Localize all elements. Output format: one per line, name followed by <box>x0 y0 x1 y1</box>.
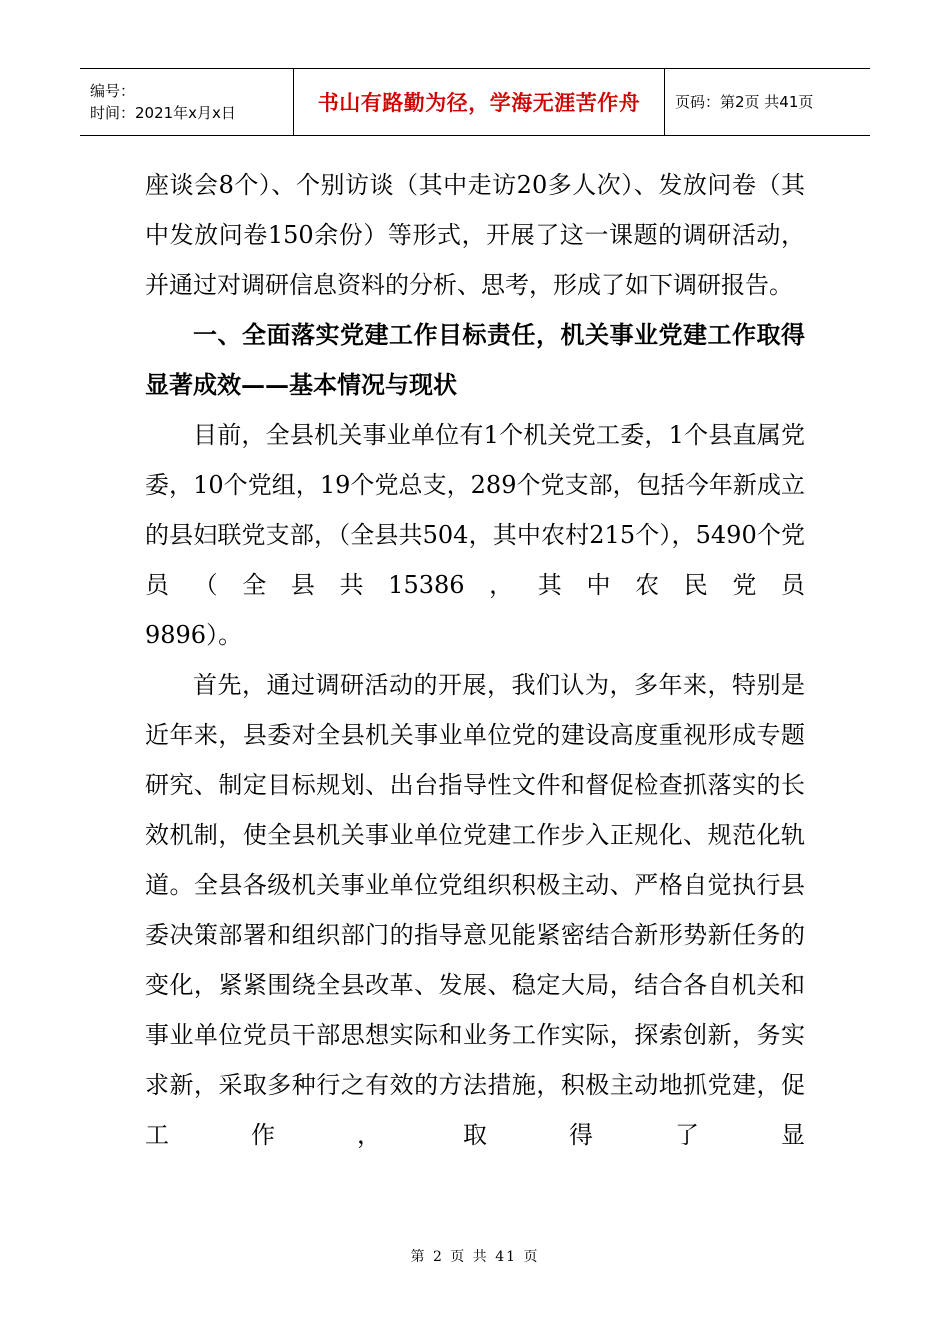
section-heading-1: 一、全面落实党建工作目标责任，机关事业党建工作取得显著成效——基本情况与现状 <box>145 320 805 399</box>
header-motto-cell <box>294 69 665 136</box>
header-page-cell <box>665 69 871 136</box>
page-footer: 第 2 页 共 41 页 <box>410 1249 540 1265</box>
paragraph-first-point: 首先，通过调研活动的开展，我们认为，多年来，特别是近年来，县委对全县机关事业单位党的建设高度重视形成专题研究、制定目标规划、出台指导性文件和督促检查抓落实的长效机制，使全县机关事业单位党建工作步入正规化、规范化轨道。全县各级机关事业单位党组织积极主动、严格自觉执行县委决策部署和组织部门的指导意见能紧密结合新形势新任务的变化，紧紧围绕全县改革、发展、稳定大局，结合各自机关和事业单位党员干部思想实际和业务工作实际，探索创新，务实求新，采取多种行之有效的方法措施，积极主动地抓党建，促工作，取得了显 <box>145 671 805 1149</box>
document-body <box>145 160 805 1160</box>
paragraph-current-status: 目前，全县机关事业单位有1个机关党工委，1个县直属党委，10个党组，19个党总支，289个党支部，包括今年新成立的县妇联党支部，（全县共504，其中农村215个），5490个党员（全县共15386，其中农民党员 <box>145 421 805 599</box>
header-meta-cell <box>80 69 294 136</box>
document-number-label: 编号： <box>90 82 136 100</box>
document-header <box>80 68 870 136</box>
paragraph-intro: 座谈会8个）、个别访谈（其中走访20多人次）、发放问卷（其中发放问卷150余份）等形式，开展了这一课题的调研活动，并通过对调研信息资料的分析、思考，形成了如下调研报告。 <box>145 171 805 299</box>
header-motto: 书山有路勤为径，学海无涯苦作舟 <box>317 91 641 115</box>
header-page-number: 页码：第2页 共41页 <box>675 93 814 111</box>
document-date-label: 时间：2021年x月x日 <box>90 104 236 122</box>
paragraph-current-status-end: 9896）。 <box>145 621 243 649</box>
